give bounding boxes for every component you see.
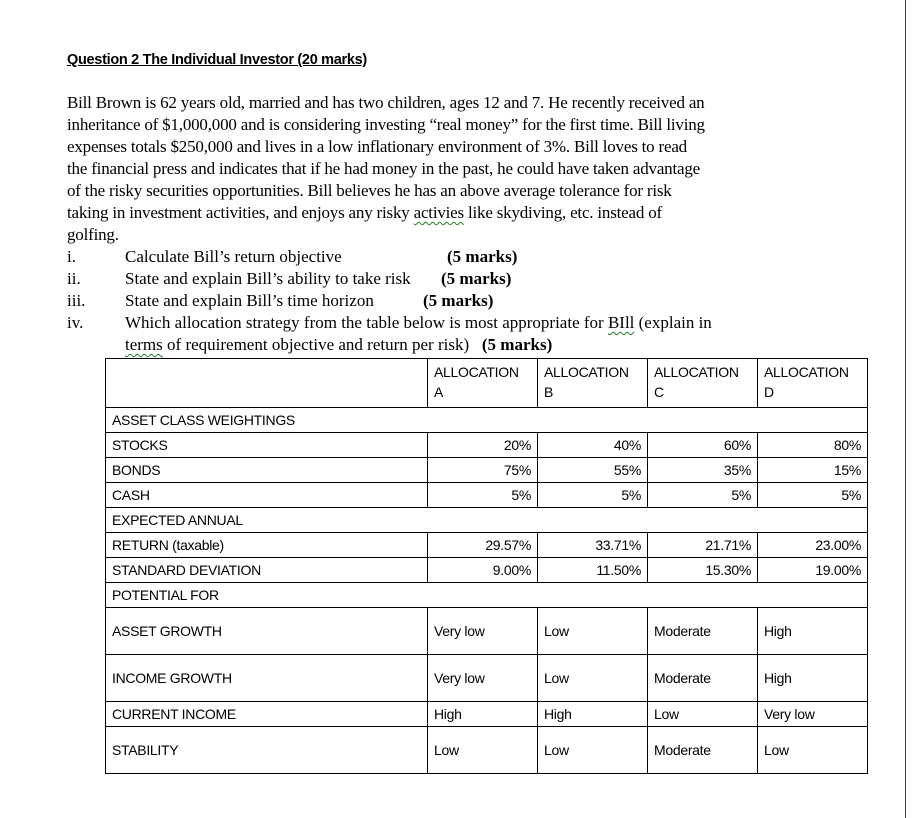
spelling-flag: terms (125, 335, 163, 354)
item-number: iv. (67, 313, 84, 332)
row-label: INCOME GROWTH (106, 655, 428, 702)
cell: 55% (538, 458, 648, 483)
text: Which allocation strategy from the table below is most appropriate for (125, 313, 608, 332)
cell: High (758, 608, 868, 655)
text: taking in investment activities, and enjoys any risky (67, 203, 414, 222)
table-row (106, 483, 868, 508)
text: (explain in (634, 313, 712, 332)
cell: 60% (648, 433, 758, 458)
header-text: ALLOCATION (764, 364, 849, 380)
question-title: Question 2 The Individual Investor (20 marks) (67, 52, 367, 68)
cell: Low (758, 727, 868, 774)
cell: Moderate (648, 608, 758, 655)
table-row (106, 655, 868, 702)
header-letter: C (654, 384, 664, 400)
header-letter: A (434, 384, 444, 400)
cell: 33.71% (538, 533, 648, 558)
item-marks: (5 marks) (441, 269, 512, 288)
cell: 35% (648, 458, 758, 483)
cell: 15.30% (648, 558, 758, 583)
section-label: POTENTIAL FOR (106, 583, 868, 608)
cell: Low (648, 702, 758, 727)
row-label: CURRENT INCOME (106, 702, 428, 727)
spelling-flag: activies (413, 203, 464, 222)
cell: Low (538, 608, 648, 655)
header-letter: D (764, 384, 774, 400)
item-text (125, 334, 552, 356)
cell: Low (538, 655, 648, 702)
cell: 19.00% (758, 558, 868, 583)
spelling-flag: BIll (607, 313, 635, 332)
row-label: STANDARD DEVIATION (106, 558, 428, 583)
cell: 29.57% (428, 533, 538, 558)
item-marks: (5 marks) (423, 291, 494, 310)
item-marks: (5 marks) (481, 335, 553, 354)
cell: Moderate (648, 655, 758, 702)
cell: 80% (758, 433, 868, 458)
paragraph-line: inheritance of $1,000,000 and is considering investing “real money” for the first time. Bill living (67, 115, 705, 134)
cell: 15% (758, 458, 868, 483)
table-row (106, 433, 868, 458)
text: of requirement objective and return per risk) (162, 335, 470, 354)
header-allocation-b (538, 359, 648, 408)
text: like skydiving, etc. instead of (463, 203, 662, 222)
row-label: BONDS (106, 458, 428, 483)
paragraph-line: of the risky securities opportunities. Bill believes he has an above average tolerance for risk (67, 181, 672, 200)
cell: High (758, 655, 868, 702)
paragraph-line: the financial press and indicates that if he had money in the past, he could have taken advantage (67, 159, 700, 178)
item-text: State and explain Bill’s time horizon (125, 291, 374, 310)
row-label: RETURN (taxable) (106, 533, 428, 558)
paragraph-line: Bill Brown is 62 years old, married and has two children, ages 12 and 7. He recently received an (67, 93, 705, 112)
header-allocation-c (648, 359, 758, 408)
header-allocation-d (758, 359, 868, 408)
page-edge-line (905, 0, 906, 818)
cell: 5% (758, 483, 868, 508)
cell: Low (428, 727, 538, 774)
table-header-row (106, 359, 868, 408)
table-row (106, 702, 868, 727)
cell: 40% (538, 433, 648, 458)
section-label: ASSET CLASS WEIGHTINGS (106, 408, 868, 433)
header-text: ALLOCATION (434, 364, 519, 380)
row-label: STOCKS (106, 433, 428, 458)
cell: 11.50% (538, 558, 648, 583)
cell: Very low (758, 702, 868, 727)
item-number: ii. (67, 269, 81, 288)
cell: 5% (538, 483, 648, 508)
row-label: ASSET GROWTH (106, 608, 428, 655)
item-text: Calculate Bill’s return objective (125, 247, 342, 266)
cell: 21.71% (648, 533, 758, 558)
section-row (106, 508, 868, 533)
cell: High (538, 702, 648, 727)
header-text: ALLOCATION (544, 364, 629, 380)
allocation-table (105, 358, 868, 774)
cell: 23.00% (758, 533, 868, 558)
paragraph-line: golfing. (67, 225, 119, 244)
cell: 75% (428, 458, 538, 483)
header-allocation-a (428, 359, 538, 408)
item-number: i. (67, 247, 76, 266)
cell: High (428, 702, 538, 727)
cell: Very low (428, 608, 538, 655)
cell: 20% (428, 433, 538, 458)
row-label: STABILITY (106, 727, 428, 774)
table-row (106, 458, 868, 483)
cell: Very low (428, 655, 538, 702)
header-letter: B (544, 384, 554, 400)
header-text: ALLOCATION (654, 364, 739, 380)
paragraph-line (67, 202, 827, 224)
header-empty (106, 359, 428, 408)
section-label: EXPECTED ANNUAL (106, 508, 868, 533)
cell: 9.00% (428, 558, 538, 583)
table-row (106, 558, 868, 583)
item-text (125, 312, 712, 334)
table-row (106, 608, 868, 655)
table-row (106, 533, 868, 558)
item-text: State and explain Bill’s ability to take risk (125, 269, 411, 288)
item-number: iii. (67, 291, 86, 310)
section-row (106, 583, 868, 608)
cell: Low (538, 727, 648, 774)
question-paragraph (67, 92, 827, 246)
cell: 5% (428, 483, 538, 508)
cell: Moderate (648, 727, 758, 774)
cell: 5% (648, 483, 758, 508)
table-row (106, 727, 868, 774)
row-label: CASH (106, 483, 428, 508)
item-marks: (5 marks) (447, 247, 518, 266)
paragraph-line: expenses totals $250,000 and lives in a low inflationary environment of 3%. Bill loves to read (67, 137, 687, 156)
section-row (106, 408, 868, 433)
